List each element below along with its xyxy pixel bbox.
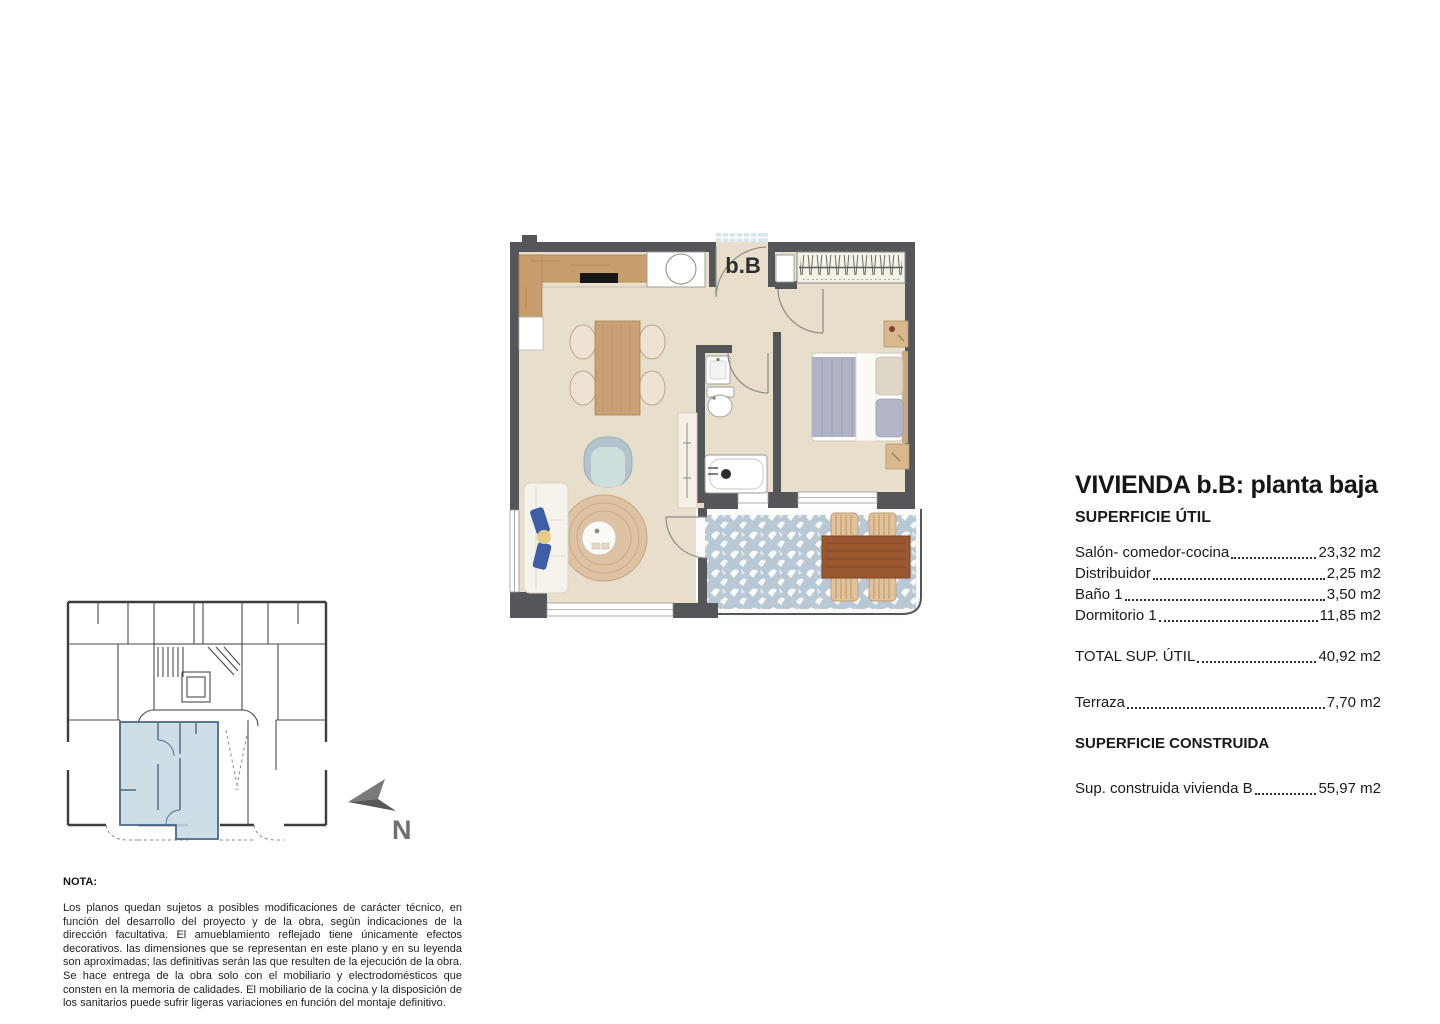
kitchen-sink-icon (666, 254, 696, 284)
dotted-leader (1231, 557, 1316, 559)
armchair-icon (584, 437, 632, 487)
note-heading: NOTA: (63, 876, 98, 888)
north-label: N (392, 815, 412, 845)
construida-row: Sup. construida vivienda B 55,97 m2 (1075, 780, 1381, 797)
console-icon (678, 413, 697, 508)
dotted-leader (1125, 599, 1325, 601)
sofa-icon (524, 483, 568, 593)
section-superficie-construida: SUPERFICIE CONSTRUIDA (1075, 735, 1270, 752)
nightstand-icon (886, 444, 909, 469)
terraza-row: Terraza 7,70 m2 (1075, 694, 1381, 711)
dotted-leader (1153, 578, 1325, 580)
highlighted-unit (120, 722, 218, 839)
unit-label: b.B (725, 253, 761, 278)
pillow-icon (876, 399, 903, 437)
kitchen-cabinet-icon (519, 317, 543, 350)
surface-row: Baño 1 3,50 m2 (1075, 586, 1381, 603)
entrance-mat (716, 233, 768, 242)
main-floor-plan (500, 225, 940, 625)
dining-table-icon (595, 321, 640, 415)
north-arrow-icon (330, 765, 450, 865)
dotted-leader (1159, 620, 1318, 622)
note-block (63, 876, 462, 1011)
bathtub-icon (705, 455, 767, 493)
pillow-icon (876, 357, 903, 395)
surface-row: Salón- comedor-cocina 23,32 m2 (1075, 544, 1381, 561)
coffee-table-icon (582, 521, 616, 555)
section-superficie-util: SUPERFICIE ÚTIL (1075, 509, 1212, 526)
wardrobe-icon (797, 252, 905, 283)
surfaces-panel (1075, 471, 1381, 799)
nightstand-icon (884, 321, 908, 347)
dotted-leader (1127, 707, 1325, 709)
key-plan (58, 592, 338, 860)
hall-cabinet-icon (776, 255, 794, 282)
sheet-title: VIVIENDA b.B: planta baja (1075, 471, 1378, 499)
total-util-row: TOTAL SUP. ÚTIL 40,92 m2 (1075, 648, 1381, 665)
cooktop-icon (580, 273, 618, 283)
bed-icon (812, 351, 908, 443)
dotted-leader (1255, 793, 1317, 795)
dotted-leader (1197, 661, 1316, 663)
note-body: Los planos quedan sujetos a posibles modificaciones de carácter técnico, en función del desarrollo del proyecto y de la obra, según indicaciones de la dirección facultativa. El amueblamiento reflejado tiene únicamente efectos decorativos. las dimensiones que se representan en este plano y en su leyenda son aproximadas; las definitivas serán las que resulten de la ejecución de la obra. Se hace entrega de la obra solo con el mobiliario y electrodomésticos que consten en la memoria de calidades. El mobiliario de la cocina y la disposición de los sanitarios puede sufrir ligeras variaciones en función del montaje definitivo. (63, 902, 462, 1010)
surface-row: Dormitorio 1 11,85 m2 (1075, 607, 1381, 624)
toilet-icon (707, 387, 734, 417)
surface-row: Distribuidor 2,25 m2 (1075, 565, 1381, 582)
terrace-table-icon (822, 536, 910, 578)
